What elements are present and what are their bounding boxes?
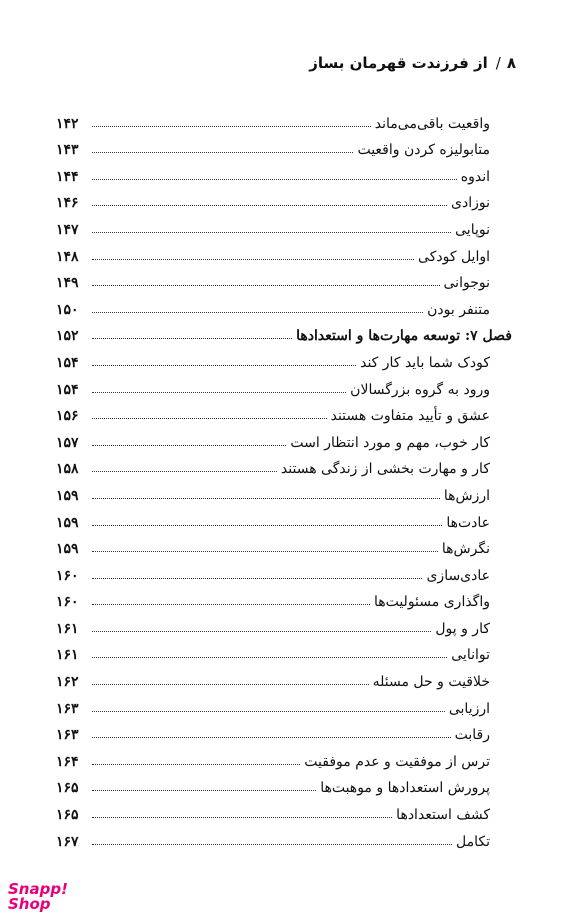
page-number: ۸ [506,54,516,72]
dot-leader [92,631,431,632]
page-header [30,50,516,76]
toc-entry-page: ۱۶۱ [56,620,79,637]
toc-entry [56,663,512,690]
toc-entry [56,610,512,637]
toc-entry-title: کودک شما باید کار کند [360,354,490,371]
toc-entry-title: کار و پول [435,620,490,637]
table-of-contents [56,105,512,850]
toc-entry-title: عادت‌ها [446,514,490,531]
toc-entry-page: ۱۵۹ [56,487,79,504]
toc-entry [56,823,512,850]
dot-leader [92,152,353,153]
toc-entry-title: عشق و تأیید متفاوت هستند [330,408,490,425]
dot-leader [92,232,451,233]
dot-leader [92,338,292,339]
toc-entry-title: ورود به گروه بزرگسالان [350,381,490,398]
toc-entry-title: اندوه [460,168,490,185]
logo-line-2: Shop [8,895,51,913]
toc-entry [56,238,512,265]
dot-leader [92,525,442,526]
dot-leader [92,604,370,605]
toc-entry [56,504,512,531]
toc-entry-title: تکامل [456,833,490,850]
toc-entry-page: ۱۶۴ [56,753,79,770]
toc-entry-title: ارزش‌ها [443,487,490,504]
dot-leader [92,764,300,765]
toc-entry [56,717,512,744]
toc-entry-page: ۱۶۳ [56,727,79,744]
book-title: از فرزندت قهرمان بساز [309,54,488,72]
toc-entry-title: واقعیت باقی‌می‌ماند [374,115,490,132]
toc-entry-page: ۱۵۲ [56,328,79,345]
toc-entry-title: خلاقیت و حل مسئله [372,674,490,691]
toc-entry-page: ۱۴۴ [56,168,79,185]
toc-entry-title: نوپایی [455,221,490,238]
snapp-shop-logo [8,882,68,912]
toc-entry-page: ۱۶۱ [56,647,79,664]
toc-entry-page: ۱۵۶ [56,408,79,425]
toc-entry-title: عادی‌سازی [426,567,490,584]
toc-entry-title: توانایی [451,647,490,664]
dot-leader [92,445,286,446]
header-separator: / [495,54,501,72]
toc-entry-title: ترس از موفقیت و عدم موفقیت [304,753,490,770]
toc-entry-page: ۱۶۲ [56,674,79,691]
toc-entry [56,318,512,345]
toc-entry-title: نوجوانی [443,275,490,292]
toc-entry-page: ۱۵۴ [56,354,79,371]
toc-entry [56,531,512,558]
toc-entry [56,211,512,238]
toc-entry-page: ۱۵۷ [56,434,79,451]
toc-entry [56,105,512,132]
dot-leader [92,551,438,552]
toc-entry-page: ۱۶۳ [56,700,79,717]
dot-leader [92,312,423,313]
dot-leader [92,844,452,845]
dot-leader [92,126,371,127]
dot-leader [92,418,327,419]
toc-entry [56,557,512,584]
dot-leader [92,365,356,366]
toc-entry-page: ۱۵۴ [56,381,79,398]
toc-entry-page: ۱۵۹ [56,514,79,531]
dot-leader [92,259,414,260]
toc-entry-page: ۱۴۸ [56,248,79,265]
toc-entry [56,477,512,504]
toc-entry-title: پرورش استعدادها و موهبت‌ها [320,780,490,797]
toc-entry-title: کشف استعدادها [396,807,490,824]
toc-entry [56,291,512,318]
toc-entry [56,690,512,717]
toc-entry-page: ۱۵۸ [56,461,79,478]
toc-entry-title: نوزادی [451,195,490,212]
toc-entry [56,584,512,611]
toc-entry [56,265,512,292]
toc-entry [56,424,512,451]
dot-leader [92,817,392,818]
dot-leader [92,285,440,286]
toc-entry [56,132,512,159]
dot-leader [92,737,451,738]
toc-entry [56,770,512,797]
dot-leader [92,684,369,685]
dot-leader [92,711,445,712]
toc-entry [56,371,512,398]
toc-entry-title: نگرش‌ها [441,541,490,558]
dot-leader [92,790,316,791]
toc-entry-title: متابولیزه کردن واقعیت [357,142,490,159]
dot-leader [92,392,346,393]
toc-entry [56,796,512,823]
toc-entry [56,451,512,478]
toc-entry-title: رقابت [454,727,490,744]
toc-entry-title: واگذاری مسئولیت‌ها [373,594,490,611]
dot-leader [92,578,422,579]
toc-entry [56,743,512,770]
toc-entry [56,398,512,425]
toc-entry-page: ۱۶۰ [56,594,79,611]
toc-entry-page: ۱۴۶ [56,195,79,212]
toc-entry-page: ۱۴۳ [56,142,79,159]
toc-entry-title: کار و مهارت بخشی از زندگی هستند [280,461,490,478]
dot-leader [92,657,447,658]
toc-entry-title: ارزیابی [448,700,490,717]
logo-line-1: Snapp! [8,880,68,898]
toc-entry-page: ۱۶۰ [56,567,79,584]
dot-leader [92,498,440,499]
toc-entry [56,637,512,664]
toc-entry-title: فصل ۷: توسعه مهارت‌ها و استعدادها [296,328,512,345]
toc-entry [56,185,512,212]
toc-entry [56,344,512,371]
toc-entry-title: کار خوب، مهم و مورد انتظار است [290,434,490,451]
toc-entry-title: متنفر بودن [427,301,490,318]
dot-leader [92,471,277,472]
toc-entry [56,158,512,185]
toc-entry-page: ۱۴۲ [56,115,79,132]
toc-entry-page: ۱۴۹ [56,275,79,292]
toc-entry-title: اوایل کودکی [418,248,490,265]
toc-entry-page: ۱۶۵ [56,807,79,824]
dot-leader [92,205,447,206]
toc-entry-page: ۱۶۷ [56,833,79,850]
toc-entry-page: ۱۶۵ [56,780,79,797]
toc-entry-page: ۱۴۷ [56,221,79,238]
dot-leader [92,179,457,180]
toc-entry-page: ۱۵۰ [56,301,79,318]
toc-entry-page: ۱۵۹ [56,541,79,558]
